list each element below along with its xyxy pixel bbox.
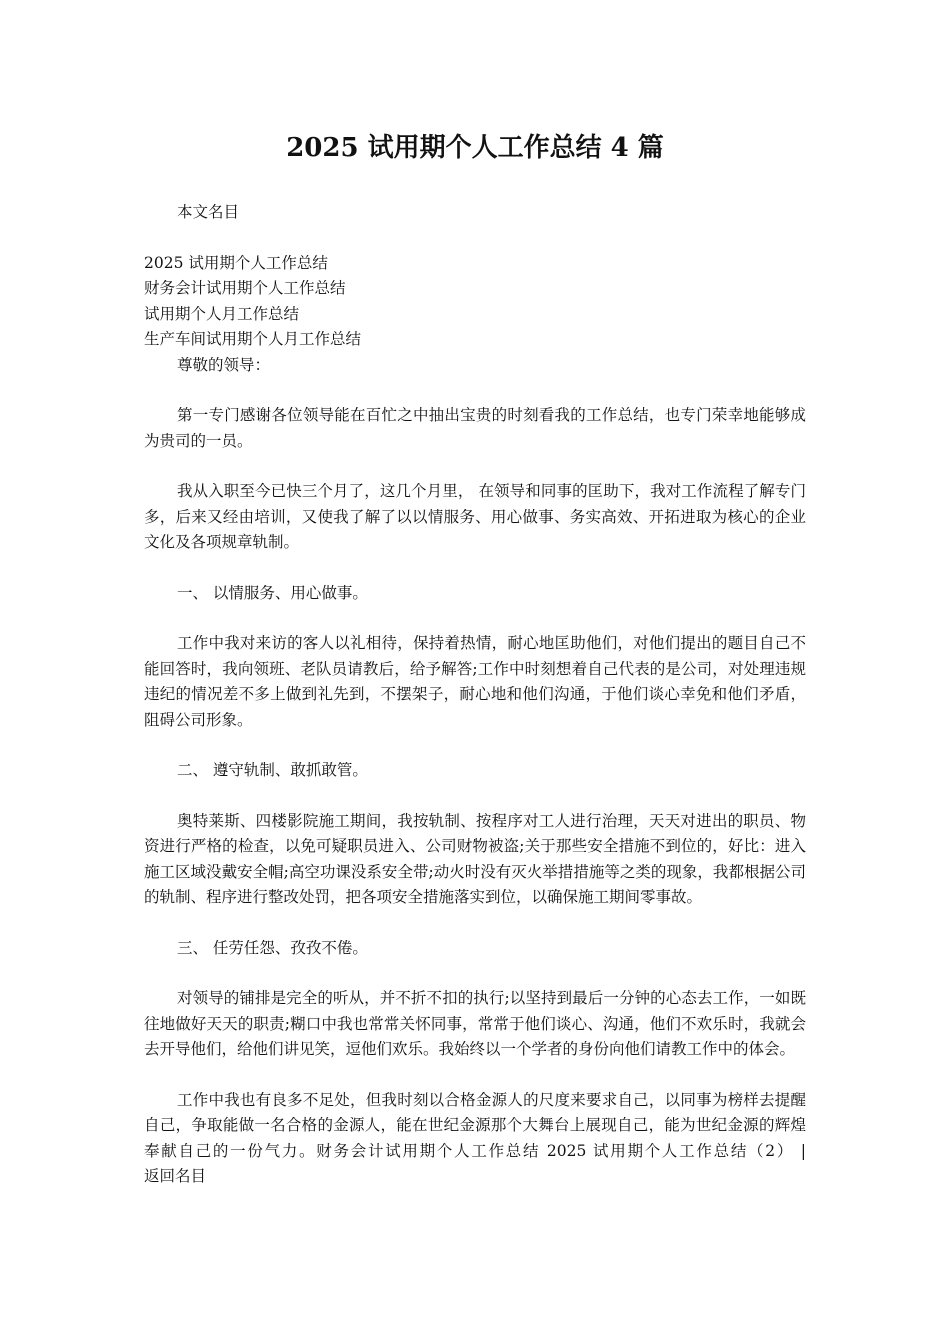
toc-item-1[interactable]: 2025 试用期个人工作总结 xyxy=(144,253,328,272)
paragraph-6-text: 工作中我也有良多不足处，但我时刻以合格金源人的尺度来要求自己，以同事为榜样去提醒自己，争取能做一名合格的金源人，能在世纪金源那个大舞台上展现自己，能为世纪金源的辉煌奉献自己的一份气力。财务会计试用期个人工作总结 2025 试用期个人工作总结（2） | xyxy=(144,1090,806,1160)
toc-heading: 本文名目 xyxy=(177,203,240,221)
document-body xyxy=(144,200,806,1190)
toc-item-4[interactable]: 生产车间试用期个人月工作总结 xyxy=(144,330,362,348)
salutation: 尊敬的领导： xyxy=(177,355,271,374)
back-to-toc-link[interactable]: 返回名目 xyxy=(144,1167,207,1185)
paragraph-1: 第一专门感谢各位领导能在百忙之中抽出宝贵的时刻看我的工作总结，也专门荣幸地能够成为贵司的一员。 xyxy=(144,406,806,450)
table-of-contents xyxy=(144,251,806,353)
section-heading-3: 三、 任劳任怨、孜孜不倦。 xyxy=(177,938,368,957)
section-heading-1: 一、 以情服务、用心做事。 xyxy=(177,583,368,602)
document-title: 2025 试用期个人工作总结 4 篇 xyxy=(286,133,664,163)
section-heading-2: 二、 遵守轨制、敢抓敢管。 xyxy=(177,761,368,779)
paragraph-6 xyxy=(144,1088,806,1190)
paragraph-3: 工作中我对来访的客人以礼相待，保持着热情，耐心地匡助他们，对他们提出的题目自己不能回答时，我向领班、老队员请教后，给予解答;工作中时刻想着自己代表的是公司，对处理违规违纪的情况差不多上做到礼先到，不摆架子，耐心地和他们沟通，于他们谈心幸免和他们矛盾，阻碍公司形象。 xyxy=(144,634,806,729)
paragraph-5: 对领导的铺排是完全的听从，并不折不扣的执行;以坚持到最后一分钟的心态去工作，一如既往地做好天天的职责;糊口中我也常常关怀同事，常常于他们谈心、沟通，他们不欢乐时，我就会去开导他们，给他们讲见笑，逗他们欢乐。我始终以一个学者的身份向他们请教工作中的体会。 xyxy=(144,989,806,1058)
toc-item-3[interactable]: 试用期个人月工作总结 xyxy=(144,304,300,323)
toc-item-2[interactable]: 财务会计试用期个人工作总结 xyxy=(144,279,346,297)
paragraph-4: 奥特莱斯、四楼影院施工期间，我按轨制、按程序对工人进行治理，天天对进出的职员、物资进行严格的检查，以免可疑职员进入、公司财物被盗;关于那些安全措施不到位的，好比：进入施工区域没戴安全帽;高空功课没系安全带;动火时没有灭火举措措施等之类的现象，我都根据公司的轨制、程序进行整改处罚，把各项安全措施落实到位，以确保施工期间零事故。 xyxy=(144,811,806,906)
paragraph-2: 我从入职至今已快三个月了，这几个月里， 在领导和同事的匡助下，我对工作流程了解专门多，后来又经由培训，又使我了解了以以情服务、用心做事、务实高效、开拓进取为核心的企业文化及各项规章轨制。 xyxy=(144,482,806,551)
